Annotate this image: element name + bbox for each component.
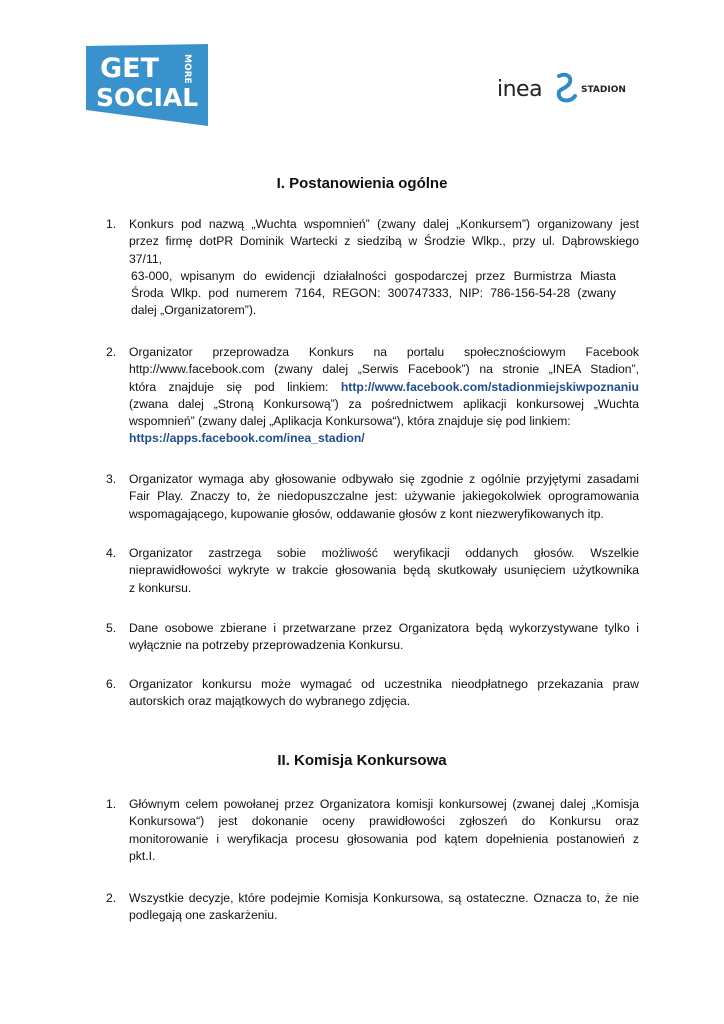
item-line: Środa Wlkp. pod numerem 7164, REGON: 300747333, NIP: 786-156-54-28 (zwany <box>131 286 616 301</box>
facebook-page-link[interactable]: http://www.facebook.com/stadionmiejskiwpoznaniu <box>340 379 639 394</box>
item-line: Głównym celem powołanej przez Organizatora komisji konkursowej (zwanej dalej „Komisja <box>129 797 639 811</box>
item-line: przez firmę dotPR Dominik Wartecki z siedzibą w Środzie Wlkp., przy ul. Dąbrowskiego <box>129 234 639 249</box>
item-line: z konkursu. <box>129 580 192 595</box>
logo-text-get: GET <box>100 53 160 84</box>
item-line <box>129 430 639 447</box>
item-number: 1. <box>106 797 117 811</box>
list-item <box>106 471 639 523</box>
item-line: wspomagającego, kupowanie głosów, oddawanie głosów z kont niezweryfikowanych itp. <box>129 506 604 521</box>
item-line: Konkursowa“) jest dokonanie oceny prawidłowości zgłoszeń do Konkursu oraz <box>129 814 639 829</box>
item-number: 6. <box>106 677 117 691</box>
item-number: 2. <box>106 891 117 905</box>
item-line: 63-000, wpisanym do ewidencji działalności gospodarczej przez Burmistrza Miasta <box>131 268 616 283</box>
item-line: Organizator przeprowadza Konkurs na portalu społecznościowym Facebook <box>129 345 639 359</box>
item-line: 37/11, <box>129 251 162 266</box>
inea-brand-text: inea <box>497 77 543 102</box>
item-line: dalej „Organizatorem”). <box>131 303 257 318</box>
item-line: monitorowanie i weryfikacja procesu głosowania pod kątem dopełnienia postanowień z <box>129 831 639 846</box>
item-line: Organizator wymaga aby głosowanie odbywało się zgodnie z ogólnie przyjętymi zasadami <box>129 472 639 486</box>
item-line: podlegają one zaskarżeniu. <box>129 908 278 923</box>
inea-stadion-text: STADION <box>581 85 626 95</box>
item-line: pkt.I. <box>129 848 156 863</box>
item-line: Organizator konkursu może wymagać od uczestnika nieodpłatnego przekazania praw <box>129 677 639 691</box>
list-item <box>106 890 639 925</box>
list-item <box>106 344 639 448</box>
item-number: 4. <box>106 546 117 560</box>
inea-stadion-logo <box>497 70 631 106</box>
item-line: wspomnień” (zwany dalej „Aplikacja Konkursowa“), która znajduje się pod linkiem: <box>129 414 571 429</box>
item-number: 3. <box>106 472 117 486</box>
list-item <box>106 216 639 320</box>
list-item <box>106 676 639 711</box>
item-number: 5. <box>106 621 117 635</box>
item-line: nieprawidłowości wykryte w trakcie głosowania będą skutkowały usunięciem użytkownika <box>129 563 639 578</box>
item-line: Wszystkie decyzje, które podejmie Komisja Konkursowa, są ostateczne. Oznacza to, że nie <box>129 891 639 905</box>
item-line: wyłącznie na potrzeby przeprowadzenia Konkursu. <box>129 638 404 653</box>
item-line: http://www.facebook.com (zwany dalej „Serwis Facebook”) na stronie „INEA Stadion”, <box>129 362 639 377</box>
item-line: autorskich oraz majątkowych do wybranego zdjęcia. <box>129 694 411 709</box>
section-title-general: I. Postanowienia ogólne <box>276 175 448 192</box>
item-line <box>129 379 639 396</box>
item-line: Fair Play. Znaczy to, że niedopuszczalne jest: używanie jakiegokolwiek oprogramowania <box>129 489 639 504</box>
inea-swirl-icon <box>559 75 575 101</box>
logo-text-social: SOCIAL <box>96 83 199 112</box>
item-line: Konkurs pod nazwą „Wuchta wspomnień” (zwany dalej „Konkursem”) organizowany jest <box>129 217 639 231</box>
get-more-social-logo <box>86 44 208 126</box>
list-item <box>106 620 639 655</box>
logo-text-more: MORE <box>182 54 192 84</box>
item-line: Dane osobowe zbierane i przetwarzane przez Organizatora będą wykorzystywane tylko i <box>129 621 639 635</box>
list-item <box>106 796 639 865</box>
section-title-commission: II. Komisja Konkursowa <box>277 752 447 769</box>
item-line: Organizator zastrzega sobie możliwość weryfikacji oddanych głosów. Wszelkie <box>129 546 639 560</box>
item-number: 2. <box>106 345 117 359</box>
item-number: 1. <box>106 217 117 231</box>
item-line-text: która znajduje się pod linkiem: <box>129 379 341 394</box>
list-item <box>106 545 639 597</box>
item-line: (zwana dalej „Stroną Konkursową”) za pośrednictwem aplikacji konkursowej „Wuchta <box>129 396 639 411</box>
app-link[interactable]: https://apps.facebook.com/inea_stadion/ <box>129 431 365 446</box>
